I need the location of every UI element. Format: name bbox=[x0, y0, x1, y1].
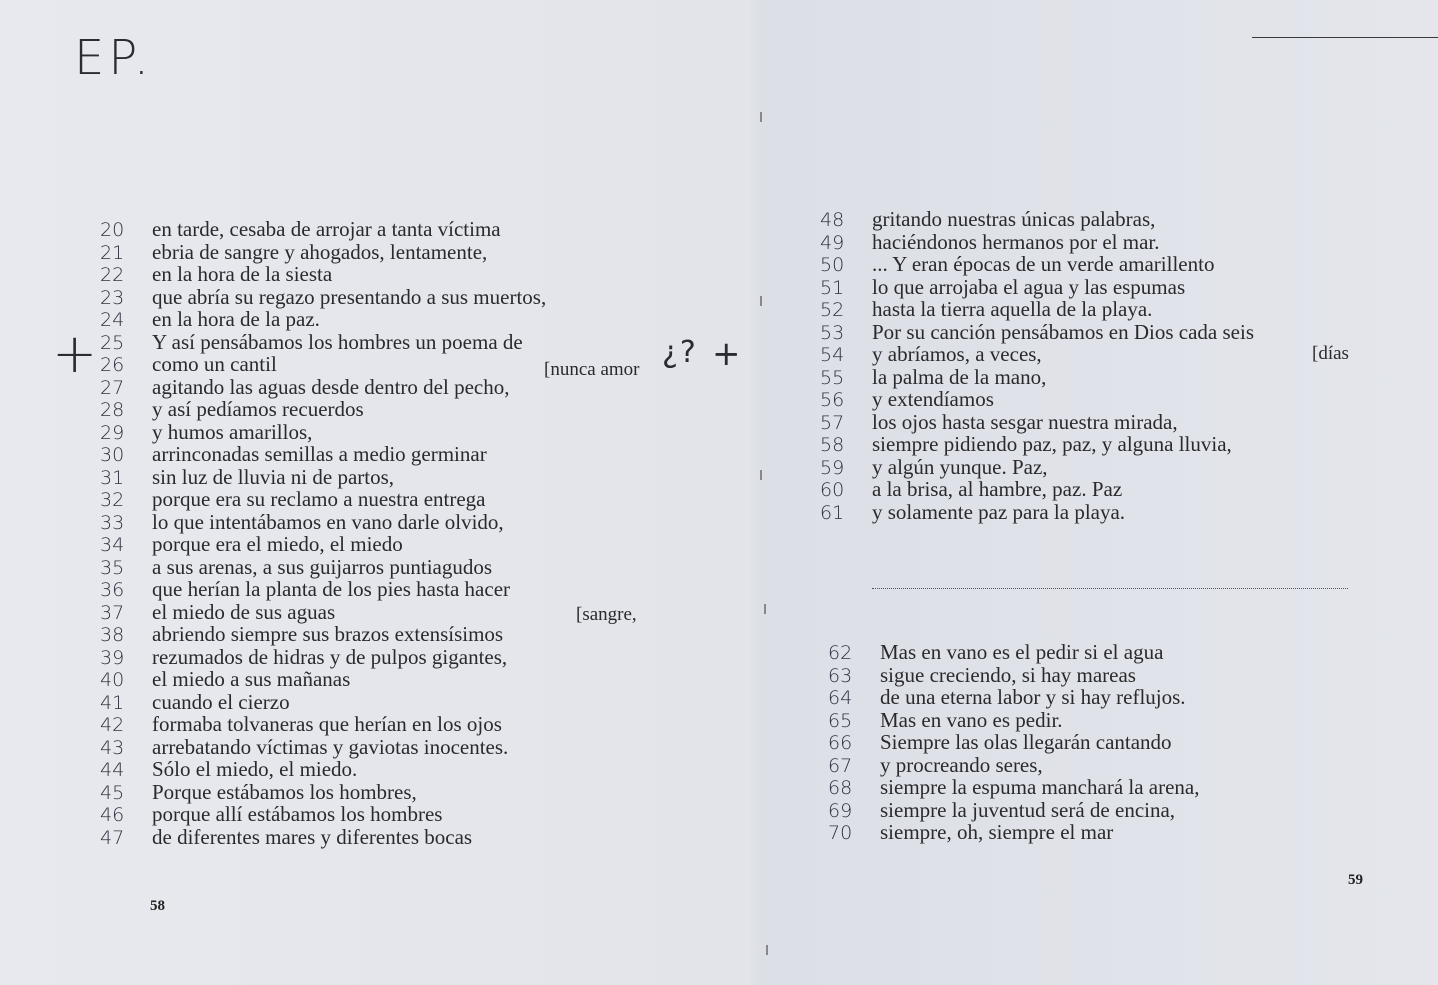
note-dias: [días bbox=[1312, 343, 1349, 364]
line-text: en la hora de la paz. bbox=[152, 307, 320, 331]
line-number: 29 bbox=[100, 421, 125, 444]
poem-line bbox=[100, 803, 680, 826]
line-number: 57 bbox=[820, 411, 845, 434]
line-text: a la brisa, al hambre, paz. Paz bbox=[872, 477, 1123, 501]
line-text: y humos amarillos, bbox=[152, 419, 313, 444]
line-number: 60 bbox=[820, 479, 845, 501]
poem-line bbox=[820, 343, 1380, 366]
poem-line bbox=[828, 754, 1348, 777]
line-text: y así pedíamos recuerdos bbox=[152, 397, 364, 421]
poem-line bbox=[100, 758, 680, 781]
line-number: 67 bbox=[828, 754, 853, 777]
line-number: 38 bbox=[100, 624, 125, 646]
line-number: 46 bbox=[100, 804, 125, 826]
poem-line bbox=[100, 331, 680, 354]
line-text: en tarde, cesaba de arrojar a tanta víctima bbox=[152, 217, 501, 241]
line-number: 31 bbox=[100, 466, 125, 489]
line-text: Siempre las olas llegarán cantando bbox=[880, 730, 1172, 754]
poem-line bbox=[100, 533, 680, 556]
line-number: 52 bbox=[820, 299, 845, 321]
line-text: como un cantil bbox=[152, 352, 277, 376]
line-number: 50 bbox=[820, 254, 845, 276]
poem-line bbox=[828, 664, 1348, 687]
poem-line bbox=[820, 433, 1380, 456]
gutter-mark bbox=[766, 945, 768, 955]
line-number: 63 bbox=[828, 664, 853, 687]
line-number: 23 bbox=[100, 286, 125, 309]
page-number-left: 58 bbox=[150, 898, 165, 914]
handwritten-question-mark: ¿? bbox=[662, 335, 698, 370]
line-number: 25 bbox=[100, 331, 125, 354]
poem-line bbox=[100, 421, 680, 444]
line-text: la palma de la mano, bbox=[872, 364, 1047, 389]
line-text: en la hora de la siesta bbox=[152, 262, 333, 286]
line-number: 56 bbox=[820, 389, 845, 411]
line-number: 68 bbox=[828, 777, 853, 799]
line-text: Mas en vano es pedir. bbox=[880, 707, 1063, 732]
line-number: 45 bbox=[100, 781, 125, 804]
line-number: 44 bbox=[100, 759, 125, 781]
line-number: 69 bbox=[828, 799, 853, 822]
line-text: rezumados de hidras y de pulpos gigantes, bbox=[152, 644, 508, 669]
poem-line bbox=[828, 686, 1348, 709]
line-text: siempre, oh, siempre el mar bbox=[880, 820, 1114, 844]
poem-line bbox=[820, 321, 1380, 344]
poem-line bbox=[820, 388, 1380, 411]
line-text: lo que intentábamos en vano darle olvido, bbox=[152, 509, 504, 534]
dotted-separator bbox=[872, 588, 1348, 589]
line-text: que abría su regazo presentando a sus muertos, bbox=[152, 284, 547, 309]
line-text: Y así pensábamos los hombres un poema de bbox=[152, 329, 523, 354]
poem-line bbox=[100, 308, 680, 331]
poem-line bbox=[820, 456, 1380, 479]
line-text: porque era su reclamo a nuestra entrega bbox=[152, 487, 486, 511]
poem-line bbox=[828, 709, 1348, 732]
poem-line bbox=[828, 799, 1348, 822]
line-number: 64 bbox=[828, 687, 853, 709]
poem-line bbox=[100, 466, 680, 489]
poem-line bbox=[100, 736, 680, 759]
poem-line bbox=[820, 298, 1380, 321]
line-number: 66 bbox=[828, 732, 853, 754]
line-number: 32 bbox=[100, 489, 125, 511]
line-text: arrebatando víctimas y gaviotas inocentes. bbox=[152, 734, 509, 759]
line-number: 33 bbox=[100, 511, 125, 534]
line-text: y solamente paz para la playa. bbox=[872, 499, 1126, 524]
line-text: Porque estábamos los hombres, bbox=[152, 779, 417, 804]
line-number: 37 bbox=[100, 601, 125, 624]
right-page-poem bbox=[820, 208, 1380, 523]
note-sangre: [sangre, bbox=[576, 604, 637, 625]
handwritten-plus-mark: + bbox=[52, 322, 98, 385]
poem-line bbox=[820, 276, 1380, 299]
line-text: y procreando seres, bbox=[880, 752, 1043, 777]
note-nunca-amor: [nunca amor bbox=[544, 359, 640, 380]
line-text: haciéndonos hermanos por el mar. bbox=[872, 229, 1160, 254]
line-text: y algún yunque. Paz, bbox=[872, 454, 1048, 479]
line-number: 24 bbox=[100, 309, 125, 331]
poem-line bbox=[100, 488, 680, 511]
line-text: y abríamos, a veces, bbox=[872, 342, 1042, 366]
line-text: Mas en vano es el pedir si el agua bbox=[880, 640, 1164, 664]
poem-line bbox=[828, 776, 1348, 799]
line-text: cuando el cierzo bbox=[152, 689, 290, 714]
line-text: que herían la planta de los pies hasta hacer bbox=[152, 577, 511, 601]
line-number: 30 bbox=[100, 444, 125, 466]
line-number: 26 bbox=[100, 354, 125, 376]
poem-line bbox=[100, 578, 680, 601]
line-text: a sus arenas, a sus guijarros puntiagudos bbox=[152, 554, 493, 579]
line-text: gritando nuestras únicas palabras, bbox=[872, 207, 1156, 231]
line-number: 34 bbox=[100, 534, 125, 556]
line-number: 51 bbox=[820, 276, 845, 299]
poem-line bbox=[828, 821, 1348, 844]
line-number: 59 bbox=[820, 456, 845, 479]
poem-line bbox=[820, 501, 1380, 524]
poem-line bbox=[100, 623, 680, 646]
gutter-mark bbox=[760, 470, 762, 480]
line-number: 54 bbox=[820, 344, 845, 366]
line-text: el miedo de sus aguas bbox=[152, 599, 336, 624]
poem-line bbox=[820, 411, 1380, 434]
line-text: sigue creciendo, si hay mareas bbox=[880, 662, 1136, 687]
poem-line bbox=[100, 241, 680, 264]
poem-line bbox=[100, 713, 680, 736]
poem-line bbox=[828, 731, 1348, 754]
poem-line bbox=[820, 253, 1380, 276]
line-text: Por su canción pensábamos en Dios cada seis bbox=[872, 319, 1254, 344]
poem-line bbox=[820, 208, 1380, 231]
gutter-mark bbox=[764, 604, 766, 614]
line-number: 28 bbox=[100, 399, 125, 421]
line-number: 49 bbox=[820, 231, 845, 254]
line-number: 61 bbox=[820, 501, 845, 524]
line-text: ... Y eran épocas de un verde amarillento bbox=[872, 252, 1215, 276]
handwritten-initials: EP. bbox=[74, 30, 154, 86]
poem-line bbox=[100, 781, 680, 804]
line-number: 39 bbox=[100, 646, 125, 669]
line-number: 21 bbox=[100, 241, 125, 264]
line-text: siempre la juventud será de encina, bbox=[880, 797, 1176, 822]
line-number: 42 bbox=[100, 714, 125, 736]
poem-line bbox=[820, 478, 1380, 501]
line-text: de diferentes mares y diferentes bocas bbox=[152, 824, 473, 849]
poem-line bbox=[820, 231, 1380, 254]
line-text: el miedo a sus mañanas bbox=[152, 667, 351, 691]
gutter-mark bbox=[760, 112, 762, 122]
line-text: porque era el miedo, el miedo bbox=[152, 532, 403, 556]
line-number: 41 bbox=[100, 691, 125, 714]
line-number: 53 bbox=[820, 321, 845, 344]
poem-line bbox=[100, 826, 680, 849]
line-text: y extendíamos bbox=[872, 387, 994, 411]
line-text: arrinconadas semillas a medio germinar bbox=[152, 442, 487, 466]
line-number: 65 bbox=[828, 709, 853, 732]
poem-line bbox=[100, 398, 680, 421]
line-number: 35 bbox=[100, 556, 125, 579]
top-rule-line bbox=[1252, 37, 1438, 38]
line-number: 43 bbox=[100, 736, 125, 759]
line-number: 27 bbox=[100, 376, 125, 399]
left-page-poem bbox=[100, 218, 680, 848]
line-text: lo que arrojaba el agua y las espumas bbox=[872, 274, 1186, 299]
poem-line bbox=[100, 286, 680, 309]
line-number: 40 bbox=[100, 669, 125, 691]
line-number: 48 bbox=[820, 209, 845, 231]
line-text: ebria de sangre y ahogados, lentamente, bbox=[152, 239, 488, 264]
poem-line bbox=[100, 263, 680, 286]
line-text: hasta la tierra aquella de la playa. bbox=[872, 297, 1153, 321]
line-number: 20 bbox=[100, 219, 125, 241]
line-number: 22 bbox=[100, 264, 125, 286]
line-text: porque allí estábamos los hombres bbox=[152, 802, 443, 826]
line-number: 36 bbox=[100, 579, 125, 601]
handwritten-cross-mark: + bbox=[712, 334, 741, 374]
line-text: agitando las aguas desde dentro del pecho, bbox=[152, 374, 510, 399]
gutter-mark bbox=[760, 296, 762, 306]
poem-line bbox=[828, 641, 1348, 664]
poem-line bbox=[100, 556, 680, 579]
line-text: formaba tolvaneras que herían en los ojos bbox=[152, 712, 502, 736]
right-page-poem-stanza-2 bbox=[828, 641, 1348, 844]
line-number: 62 bbox=[828, 642, 853, 664]
line-text: Sólo el miedo, el miedo. bbox=[152, 757, 358, 781]
line-number: 55 bbox=[820, 366, 845, 389]
page-number-right: 59 bbox=[1348, 872, 1363, 888]
line-text: abriendo siempre sus brazos extensísimos bbox=[152, 622, 504, 646]
poem-line bbox=[100, 668, 680, 691]
poem-line bbox=[100, 646, 680, 669]
line-number: 47 bbox=[100, 826, 125, 849]
line-number: 70 bbox=[828, 822, 853, 844]
line-text: siempre pidiendo paz, paz, y alguna lluvia, bbox=[872, 432, 1232, 456]
line-number: 58 bbox=[820, 434, 845, 456]
poem-line bbox=[100, 443, 680, 466]
poem-line bbox=[820, 366, 1380, 389]
line-text: sin luz de lluvia ni de partos, bbox=[152, 464, 395, 489]
poem-line bbox=[100, 511, 680, 534]
poem-line bbox=[100, 691, 680, 714]
line-text: siempre la espuma manchará la arena, bbox=[880, 775, 1200, 799]
line-text: los ojos hasta sesgar nuestra mirada, bbox=[872, 409, 1178, 434]
line-text: de una eterna labor y si hay reflujos. bbox=[880, 685, 1186, 709]
poem-line bbox=[100, 218, 680, 241]
